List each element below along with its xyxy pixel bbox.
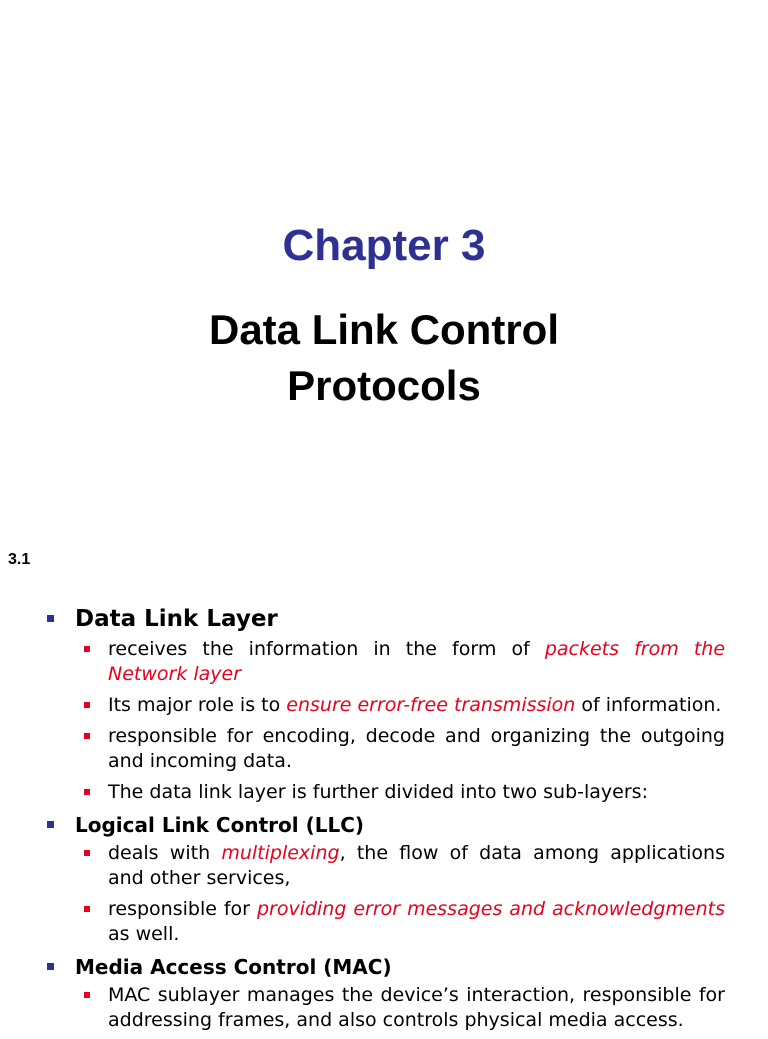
section-number: 3.1 bbox=[8, 551, 31, 568]
title-line-1: Data Link Control bbox=[208, 306, 559, 353]
list-item bbox=[108, 637, 725, 687]
heading-data-link-layer bbox=[45, 603, 725, 635]
heading-label: Media Access Control (MAC) bbox=[75, 955, 392, 979]
chapter-heading: Chapter 3 bbox=[282, 221, 486, 270]
heading-llc bbox=[45, 811, 725, 839]
item-text-post: as well. bbox=[108, 923, 180, 945]
item-text: Its major role is to bbox=[108, 694, 287, 716]
red-square-bullet-icon bbox=[84, 702, 90, 708]
red-square-bullet-icon bbox=[84, 789, 90, 795]
slide-title bbox=[0, 302, 768, 414]
red-square-bullet-icon bbox=[84, 992, 90, 998]
red-square-bullet-icon bbox=[84, 850, 90, 856]
heading-label: Data Link Layer bbox=[75, 606, 278, 632]
red-square-bullet-icon bbox=[84, 646, 90, 652]
blue-square-bullet-icon bbox=[47, 963, 54, 970]
list-item bbox=[108, 897, 725, 947]
item-emphasis: providing error messages and acknowledgments bbox=[256, 898, 725, 920]
bullet-outline bbox=[45, 603, 725, 1039]
list-item bbox=[108, 780, 725, 805]
blue-square-bullet-icon bbox=[47, 615, 54, 622]
item-text: deals with bbox=[108, 842, 222, 864]
list-item bbox=[108, 983, 725, 1033]
item-emphasis: packets from the Network layer bbox=[108, 638, 726, 685]
item-emphasis: ensure error-free transmission bbox=[286, 694, 576, 716]
item-text-post: of information. bbox=[575, 694, 722, 716]
item-text: receives the information in the form of bbox=[108, 638, 545, 660]
list-item bbox=[108, 841, 725, 891]
item-text: responsible for encoding, decode and organizing the outgoing and incoming data. bbox=[108, 725, 725, 772]
item-emphasis: multiplexing bbox=[221, 842, 340, 864]
heading-mac bbox=[45, 953, 725, 981]
item-text: responsible for bbox=[108, 898, 257, 920]
item-text-post: , the flow of data among applications and other services, bbox=[108, 842, 725, 889]
red-square-bullet-icon bbox=[84, 906, 90, 912]
item-text: The data link layer is further divided into two sub-layers: bbox=[108, 781, 648, 803]
red-square-bullet-icon bbox=[84, 733, 90, 739]
title-line-2: Protocols bbox=[287, 362, 481, 409]
item-text: MAC sublayer manages the device’s interaction, responsible for addressing frames, and also controls physical media access. bbox=[108, 984, 725, 1031]
list-item bbox=[108, 693, 725, 718]
list-item bbox=[108, 724, 725, 774]
blue-square-bullet-icon bbox=[47, 821, 54, 828]
heading-label: Logical Link Control (LLC) bbox=[75, 813, 365, 837]
